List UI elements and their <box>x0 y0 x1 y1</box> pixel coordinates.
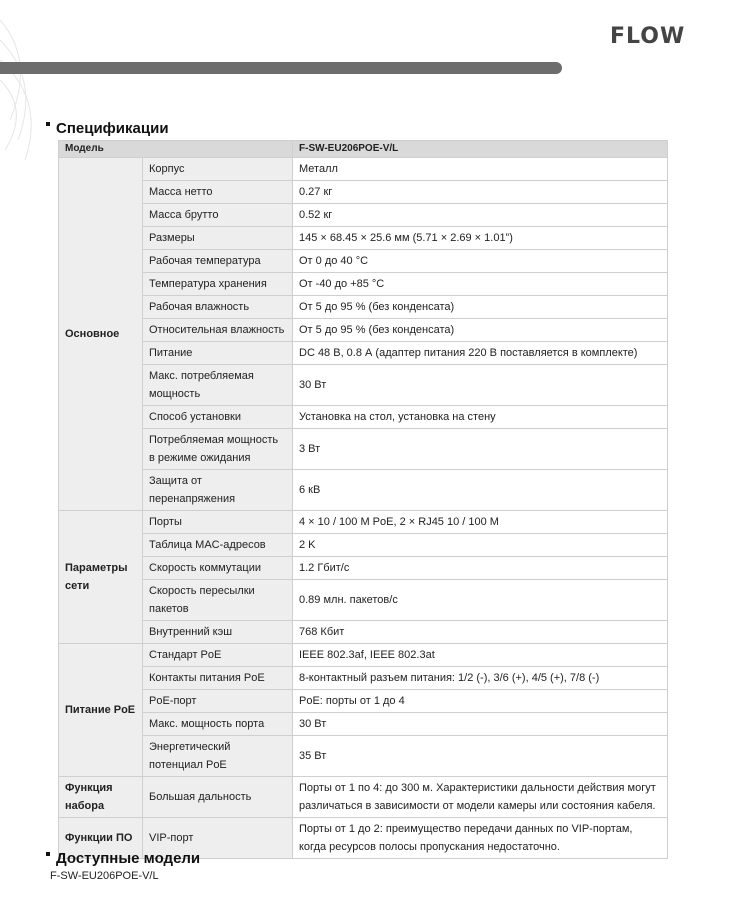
param-value: 0.52 кг <box>293 204 668 227</box>
param-value: 145 × 68.45 × 25.6 мм (5.71 × 2.69 × 1.01”) <box>293 227 668 250</box>
param-name: Корпус <box>143 158 293 181</box>
param-value: PoE: порты от 1 до 4 <box>293 690 668 713</box>
param-value: DC 48 В, 0.8 А (адаптер питания 220 В поставляется в комплекте) <box>293 342 668 365</box>
table-row <box>59 736 668 777</box>
param-name: Порты <box>143 511 293 534</box>
header-label: Модель <box>59 141 293 158</box>
table-header-row <box>59 141 668 158</box>
param-name: Масса брутто <box>143 204 293 227</box>
param-name: Энергетический потенциал PoE <box>143 736 293 777</box>
param-value: 6 кВ <box>293 470 668 511</box>
param-value: От 5 до 95 % (без конденсата) <box>293 296 668 319</box>
param-value: 768 Кбит <box>293 621 668 644</box>
bullet-icon <box>46 122 50 126</box>
param-value: Металл <box>293 158 668 181</box>
table-row <box>59 250 668 273</box>
param-name: Стандарт PoE <box>143 644 293 667</box>
group-label: Питание PoE <box>59 644 143 777</box>
param-name: PoE-порт <box>143 690 293 713</box>
param-name: Способ установки <box>143 406 293 429</box>
table-row <box>59 342 668 365</box>
param-name: Большая дальность <box>143 777 293 818</box>
table-row <box>59 557 668 580</box>
param-value: От 0 до 40 °С <box>293 250 668 273</box>
table-row <box>59 158 668 181</box>
param-name: Относительная влажность <box>143 319 293 342</box>
brand-logo: FLOW <box>610 24 686 49</box>
param-name: Защита от перенапряжения <box>143 470 293 511</box>
table-row <box>59 181 668 204</box>
table-row <box>59 470 668 511</box>
group-label: Основное <box>59 158 143 511</box>
param-name: Температура хранения <box>143 273 293 296</box>
param-value: 8-контактный разъем питания: 1/2 (-), 3/6 (+), 4/5 (+), 7/8 (-) <box>293 667 668 690</box>
param-name: Размеры <box>143 227 293 250</box>
table-row <box>59 644 668 667</box>
table-row <box>59 296 668 319</box>
group-label: Функции ПО <box>59 818 143 859</box>
param-value: 30 Вт <box>293 713 668 736</box>
table-row <box>59 713 668 736</box>
table-row <box>59 690 668 713</box>
param-value: От 5 до 95 % (без конденсата) <box>293 319 668 342</box>
param-name: Скорость пересылки пакетов <box>143 580 293 621</box>
table-row <box>59 406 668 429</box>
table-row <box>59 273 668 296</box>
param-value: 30 Вт <box>293 365 668 406</box>
specs-title: Спецификации <box>56 120 169 137</box>
param-name: Макс. мощность порта <box>143 713 293 736</box>
param-name: Масса нетто <box>143 181 293 204</box>
models-title: Доступные модели <box>56 850 201 867</box>
param-value: 0.27 кг <box>293 181 668 204</box>
param-value: IEEE 802.3af, IEEE 802.3at <box>293 644 668 667</box>
table-row <box>59 580 668 621</box>
model-item: F-SW-EU206POE-V/L <box>50 870 159 882</box>
header-bar <box>0 62 562 74</box>
bullet-icon <box>46 852 50 856</box>
table-row <box>59 429 668 470</box>
table-row <box>59 511 668 534</box>
table-row <box>59 621 668 644</box>
header-model: F-SW-EU206POE-V/L <box>293 141 668 158</box>
table-row <box>59 365 668 406</box>
group-label: Функция набора <box>59 777 143 818</box>
param-name: Рабочая температура <box>143 250 293 273</box>
param-value: От -40 до +85 °С <box>293 273 668 296</box>
models-heading <box>46 850 200 867</box>
param-value: 35 Вт <box>293 736 668 777</box>
table-row <box>59 777 668 818</box>
param-name: Потребляемая мощность в режиме ожидания <box>143 429 293 470</box>
param-value: 4 × 10 / 100 M PoE, 2 × RJ45 10 / 100 M <box>293 511 668 534</box>
param-name: Внутренний кэш <box>143 621 293 644</box>
param-value: 0.89 млн. пакетов/с <box>293 580 668 621</box>
specs-heading <box>46 120 169 137</box>
group-label: Параметры сети <box>59 511 143 644</box>
param-value: Порты от 1 по 4: до 300 м. Характеристики дальности действия могут различаться в зависимости от модели камеры или состояния кабеля. <box>293 777 668 818</box>
table-row <box>59 534 668 557</box>
table-row <box>59 319 668 342</box>
param-value: 3 Вт <box>293 429 668 470</box>
param-name: Питание <box>143 342 293 365</box>
table-row <box>59 204 668 227</box>
param-name: Таблица MAC-адресов <box>143 534 293 557</box>
param-name: Контакты питания PoE <box>143 667 293 690</box>
param-name: Скорость коммутации <box>143 557 293 580</box>
table-row <box>59 667 668 690</box>
param-value: Порты от 1 до 2: преимущество передачи данных по VIP-портам, когда ресурсов полосы пропускания недостаточно. <box>293 818 668 859</box>
param-name: Рабочая влажность <box>143 296 293 319</box>
param-value: 2 K <box>293 534 668 557</box>
param-name: VIP-порт <box>143 818 293 859</box>
param-value: 1.2 Гбит/с <box>293 557 668 580</box>
spec-table <box>58 140 668 859</box>
param-value: Установка на стол, установка на стену <box>293 406 668 429</box>
table-row <box>59 227 668 250</box>
param-name: Макс. потребляемая мощность <box>143 365 293 406</box>
